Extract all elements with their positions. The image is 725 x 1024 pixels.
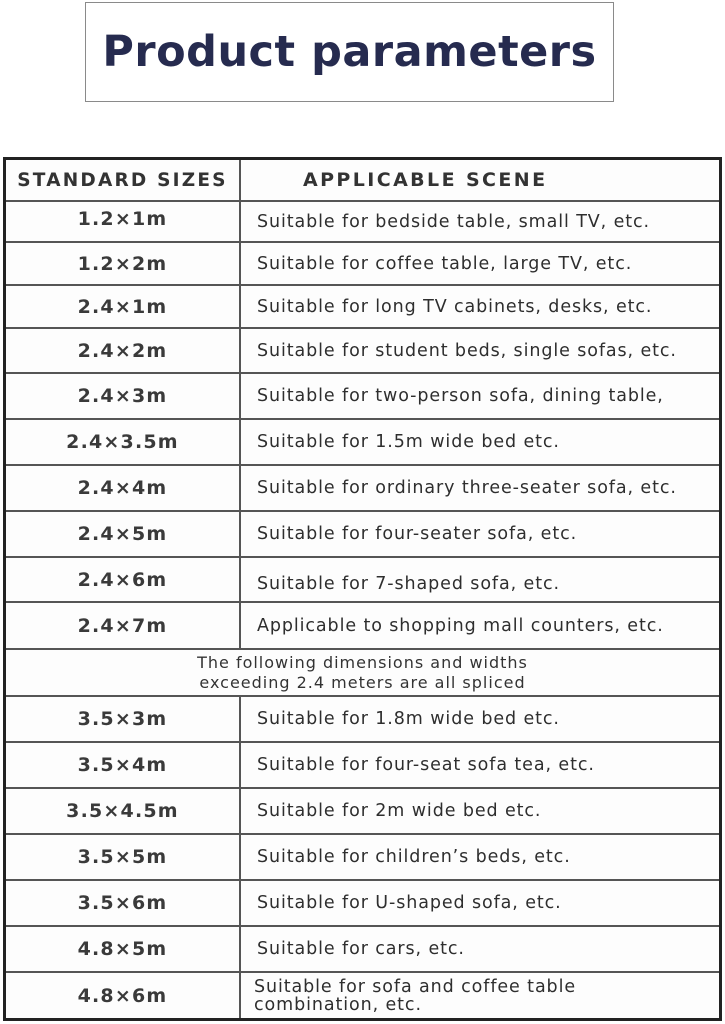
size-cell: 2.4×5m <box>77 523 168 545</box>
scene-cell: Suitable for student beds, single sofas, etc. <box>257 340 677 361</box>
scene-cell: Suitable for four-seater sofa, etc. <box>257 524 578 544</box>
size-cell: 4.8×6m <box>77 984 168 1007</box>
table-row <box>6 881 719 927</box>
title-box <box>85 2 614 102</box>
table-row <box>6 512 719 558</box>
scene-cell: Suitable for 2m wide bed etc. <box>257 801 542 821</box>
size-cell: 1.2×1m <box>77 208 168 230</box>
size-cell: 2.4×6m <box>77 568 168 591</box>
scene-cell: Suitable for bedside table, small TV, etc. <box>257 211 650 232</box>
table-row <box>6 558 719 603</box>
table-row <box>6 743 719 789</box>
scene-cell: Suitable for 7-shaped sofa, etc. <box>257 573 560 594</box>
scene-cell: Suitable for cars, etc. <box>257 939 465 959</box>
table-row <box>6 286 719 329</box>
splice-note-line-2: exceeding 2.4 meters are all spliced <box>199 672 526 692</box>
scene-cell: Suitable for four-seat sofa tea, etc. <box>257 755 595 775</box>
size-cell: 4.8×5m <box>77 938 168 960</box>
scene-cell: Suitable for 1.8m wide bed etc. <box>257 709 560 729</box>
size-cell: 1.2×2m <box>77 252 168 275</box>
table-row <box>6 374 719 420</box>
header-size-label: STANDARD SIZES <box>17 169 228 191</box>
scene-cell: Suitable for two-person sofa, dining table, <box>257 386 664 406</box>
table-row <box>6 466 719 512</box>
table-row <box>6 835 719 881</box>
table-row <box>6 243 719 286</box>
size-cell: 2.4×3.5m <box>66 431 179 453</box>
splice-note-line-1: The following dimensions and widths <box>197 652 528 672</box>
header-scene-label: APPLICABLE SCENE <box>303 169 548 191</box>
table-row <box>6 420 719 466</box>
scene-cell: Suitable for U-shaped sofa, etc. <box>257 893 562 913</box>
size-cell: 2.4×4m <box>77 477 168 499</box>
table-row <box>6 927 719 973</box>
scene-cell-line-1: Suitable for sofa and coffee table <box>254 976 576 997</box>
table-row <box>6 202 719 243</box>
header-cell-scene <box>241 160 719 200</box>
scene-cell-line-2: combination, etc. <box>254 994 422 1015</box>
scene-cell: Suitable for coffee table, large TV, etc. <box>257 253 633 274</box>
size-cell: 3.5×5m <box>77 846 168 868</box>
size-cell: 3.5×4m <box>77 754 168 776</box>
size-cell: 2.4×3m <box>77 385 168 407</box>
table-row <box>6 789 719 835</box>
header-cell-size <box>6 160 241 200</box>
page-title: Product parameters <box>102 27 597 77</box>
splice-note-row <box>6 650 719 697</box>
size-cell: 2.4×1m <box>77 295 168 318</box>
size-cell: 3.5×4.5m <box>66 800 179 822</box>
size-cell: 3.5×6m <box>77 892 168 914</box>
size-cell: 3.5×3m <box>77 708 168 730</box>
table-row <box>6 697 719 743</box>
table-row <box>6 329 719 374</box>
scene-cell: Applicable to shopping mall counters, etc. <box>257 615 664 636</box>
table-row <box>6 973 719 1018</box>
table-header-row <box>6 160 719 202</box>
product-parameters-table <box>3 157 722 1021</box>
table-row <box>6 603 719 650</box>
scene-cell: Suitable for ordinary three-seater sofa, etc. <box>257 478 677 498</box>
size-cell: 2.4×7m <box>77 614 168 637</box>
scene-cell: Suitable for long TV cabinets, desks, etc. <box>257 296 653 317</box>
size-cell: 2.4×2m <box>77 339 168 362</box>
scene-cell: Suitable for children’s beds, etc. <box>257 847 571 867</box>
scene-cell: Suitable for 1.5m wide bed etc. <box>257 432 560 452</box>
